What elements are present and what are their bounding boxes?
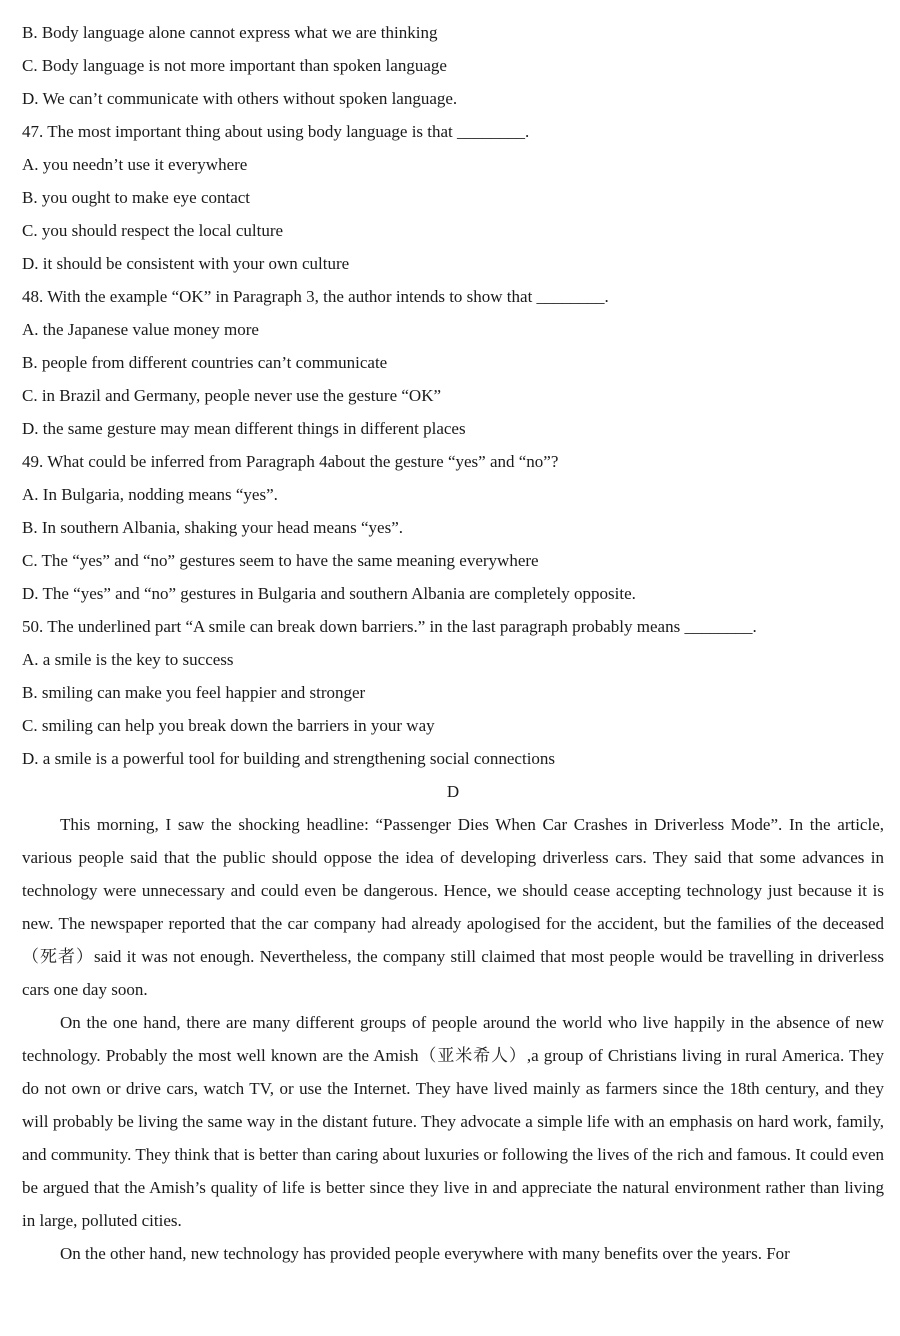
passage-paragraph-2: On the one hand, there are many different groups of people around the world who live happily in the absence of new technology. Probably the most well known are the Amish（亚米希人）,a group of Christians living in rural America. They do not own or drive cars, watch TV, or use the Internet. They have lived mainly as farmers since the 18th century, and they will probably be living the same way in the distant future. They advocate a simple life with an emphasis on hard work, family, and community. They think that is better than caring about luxuries or following the lives of the rich and famous. It could even be argued that the Amish’s quality of life is better since they live in and appreciate the natural environment rather than living in large, polluted cities. [22,1013,884,1230]
q47-option-d: D. it should be consistent with your own culture [22,254,350,273]
section-d-passage [22,808,884,1270]
q50-option-d: D. a smile is a powerful tool for building and strengthening social connections [22,749,556,768]
q48-stem: 48. With the example “OK” in Paragraph 3, the author intends to show that ________. [22,287,609,306]
question-46-options [22,16,884,115]
q49-option-c: C. The “yes” and “no” gestures seem to have the same meaning everywhere [22,551,539,570]
q49-option-a: A. In Bulgaria, nodding means “yes”. [22,485,278,504]
q50-option-b: B. smiling can make you feel happier and stronger [22,683,366,702]
q48-option-d: D. the same gesture may mean different things in different places [22,419,466,438]
q46-option-d: D. We can’t communicate with others without spoken language. [22,89,458,108]
section-d-heading: D [446,782,460,801]
q49-option-d: D. The “yes” and “no” gestures in Bulgaria and southern Albania are completely opposite. [22,584,636,603]
q48-option-a: A. the Japanese value money more [22,320,259,339]
q47-option-b: B. you ought to make eye contact [22,188,251,207]
q46-option-c: C. Body language is not more important than spoken language [22,56,447,75]
question-49 [22,445,884,610]
q47-option-a: A. you needn’t use it everywhere [22,155,248,174]
q47-option-c: C. you should respect the local culture [22,221,284,240]
question-48 [22,280,884,445]
q48-option-b: B. people from different countries can’t communicate [22,353,388,372]
question-47 [22,115,884,280]
q50-option-c: C. smiling can help you break down the barriers in your way [22,716,435,735]
passage-paragraph-3: On the other hand, new technology has provided people everywhere with many benefits over the years. For [60,1244,790,1263]
q47-stem: 47. The most important thing about using body language is that ________. [22,122,530,141]
question-50 [22,610,884,775]
passage-paragraph-1: This morning, I saw the shocking headline: “Passenger Dies When Car Crashes in Driverless Mode”. In the article, various people said that the public should oppose the idea of developing driverless cars. They said that some advances in technology were unnecessary and could even be dangerous. Hence, we should cease accepting technology just because it is new. The newspaper reported that the car company had already apologised for the accident, but the families of the deceased（死者）said it was not enough. Nevertheless, the company still claimed that most people would be travelling in driverless cars one day soon. [22,815,884,999]
q50-option-a: A. a smile is the key to success [22,650,234,669]
q46-option-b: B. Body language alone cannot express what we are thinking [22,23,438,42]
q48-option-c: C. in Brazil and Germany, people never use the gesture “OK” [22,386,442,405]
q49-stem: 49. What could be inferred from Paragraph 4about the gesture “yes” and “no”? [22,452,559,471]
q49-option-b: B. In southern Albania, shaking your head means “yes”. [22,518,403,537]
q50-stem: 50. The underlined part “A smile can break down barriers.” in the last paragraph probably means ________. [22,617,757,636]
